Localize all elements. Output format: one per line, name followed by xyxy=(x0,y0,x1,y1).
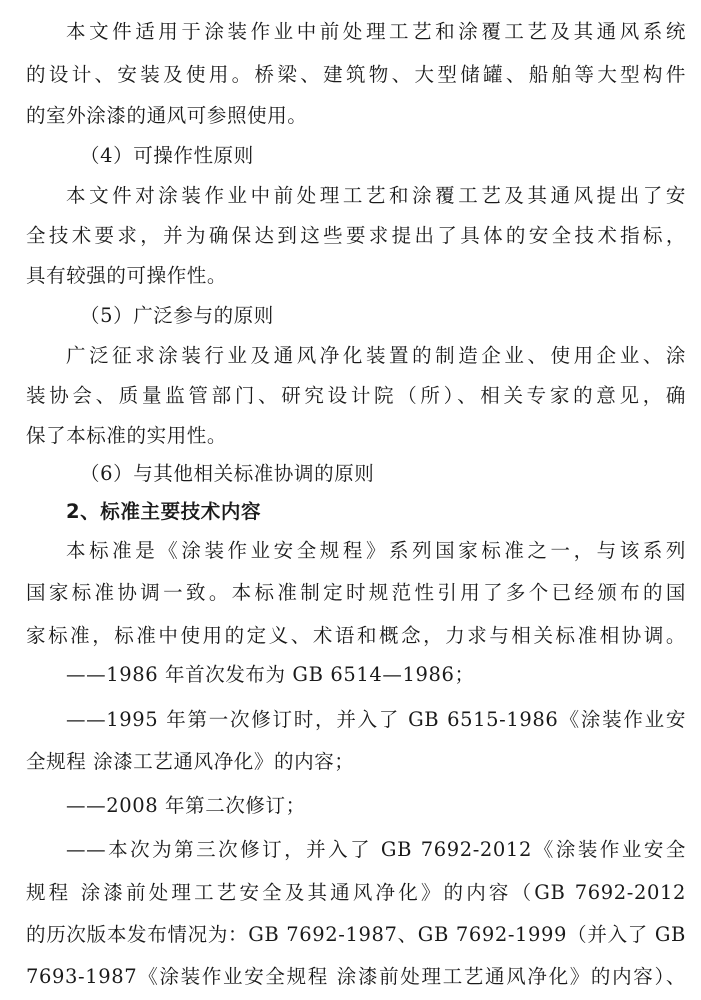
paragraph-line: 国家标准协调一致。本标准制定时规范性引用了多个已经颁布的国 xyxy=(26,581,686,604)
section-heading: （5）广泛参与的原则 xyxy=(80,304,274,327)
history-item: ——2008 年第二次修订； xyxy=(66,794,306,817)
paragraph-line: 全规程 涂漆工艺通风净化》的内容； xyxy=(26,750,355,773)
history-item: ——本次为第三次修订，并入了 GB 7692-2012《涂装作业安全 xyxy=(66,838,686,861)
paragraph-line: 本标准是《涂装作业安全规程》系列国家标准之一，与该系列 xyxy=(66,539,686,562)
paragraph-line: 的室外涂漆的通风可参照使用。 xyxy=(26,104,308,127)
paragraph-line: 广泛征求涂装行业及通风净化装置的制造企业、使用企业、涂 xyxy=(66,344,686,367)
paragraph-line: 规程 涂漆前处理工艺安全及其通风净化》的内容（GB 7692-2012 xyxy=(26,881,686,904)
bold-heading: 2、标准主要技术内容 xyxy=(66,500,262,523)
paragraph-line: 全技术要求，并为确保达到这些要求提出了具体的安全技术指标， xyxy=(26,224,686,247)
paragraph-line: 本文件适用于涂装作业中前处理工艺和涂覆工艺及其通风系统 xyxy=(66,20,686,43)
history-item: ——1986 年首次发布为 GB 6514—1986； xyxy=(66,663,475,686)
paragraph-line: 具有较强的可操作性。 xyxy=(26,264,228,287)
paragraph-line: 保了本标准的实用性。 xyxy=(26,424,228,447)
history-item: ——1995 年第一次修订时，并入了 GB 6515-1986《涂装作业安 xyxy=(66,708,686,731)
paragraph-line: 的设计、安装及使用。桥梁、建筑物、大型储罐、船舶等大型构件 xyxy=(26,63,686,86)
paragraph-line: 的历次版本发布情况为：GB 7692-1987、GB 7692-1999（并入了 GB xyxy=(26,923,686,946)
paragraph-line: 装协会、质量监管部门、研究设计院（所）、相关专家的意见，确 xyxy=(26,384,686,407)
paragraph-line: 本文件对涂装作业中前处理工艺和涂覆工艺及其通风提出了安 xyxy=(66,184,686,207)
section-heading: （4）可操作性原则 xyxy=(80,144,254,167)
paragraph-line: 7693-1987《涂装作业安全规程 涂漆前处理工艺通风净化》的内容）、 xyxy=(26,965,686,988)
section-heading: （6）与其他相关标准协调的原则 xyxy=(80,462,375,485)
paragraph-line: 家标准，标准中使用的定义、术语和概念，力求与相关标准相协调。 xyxy=(26,624,686,647)
